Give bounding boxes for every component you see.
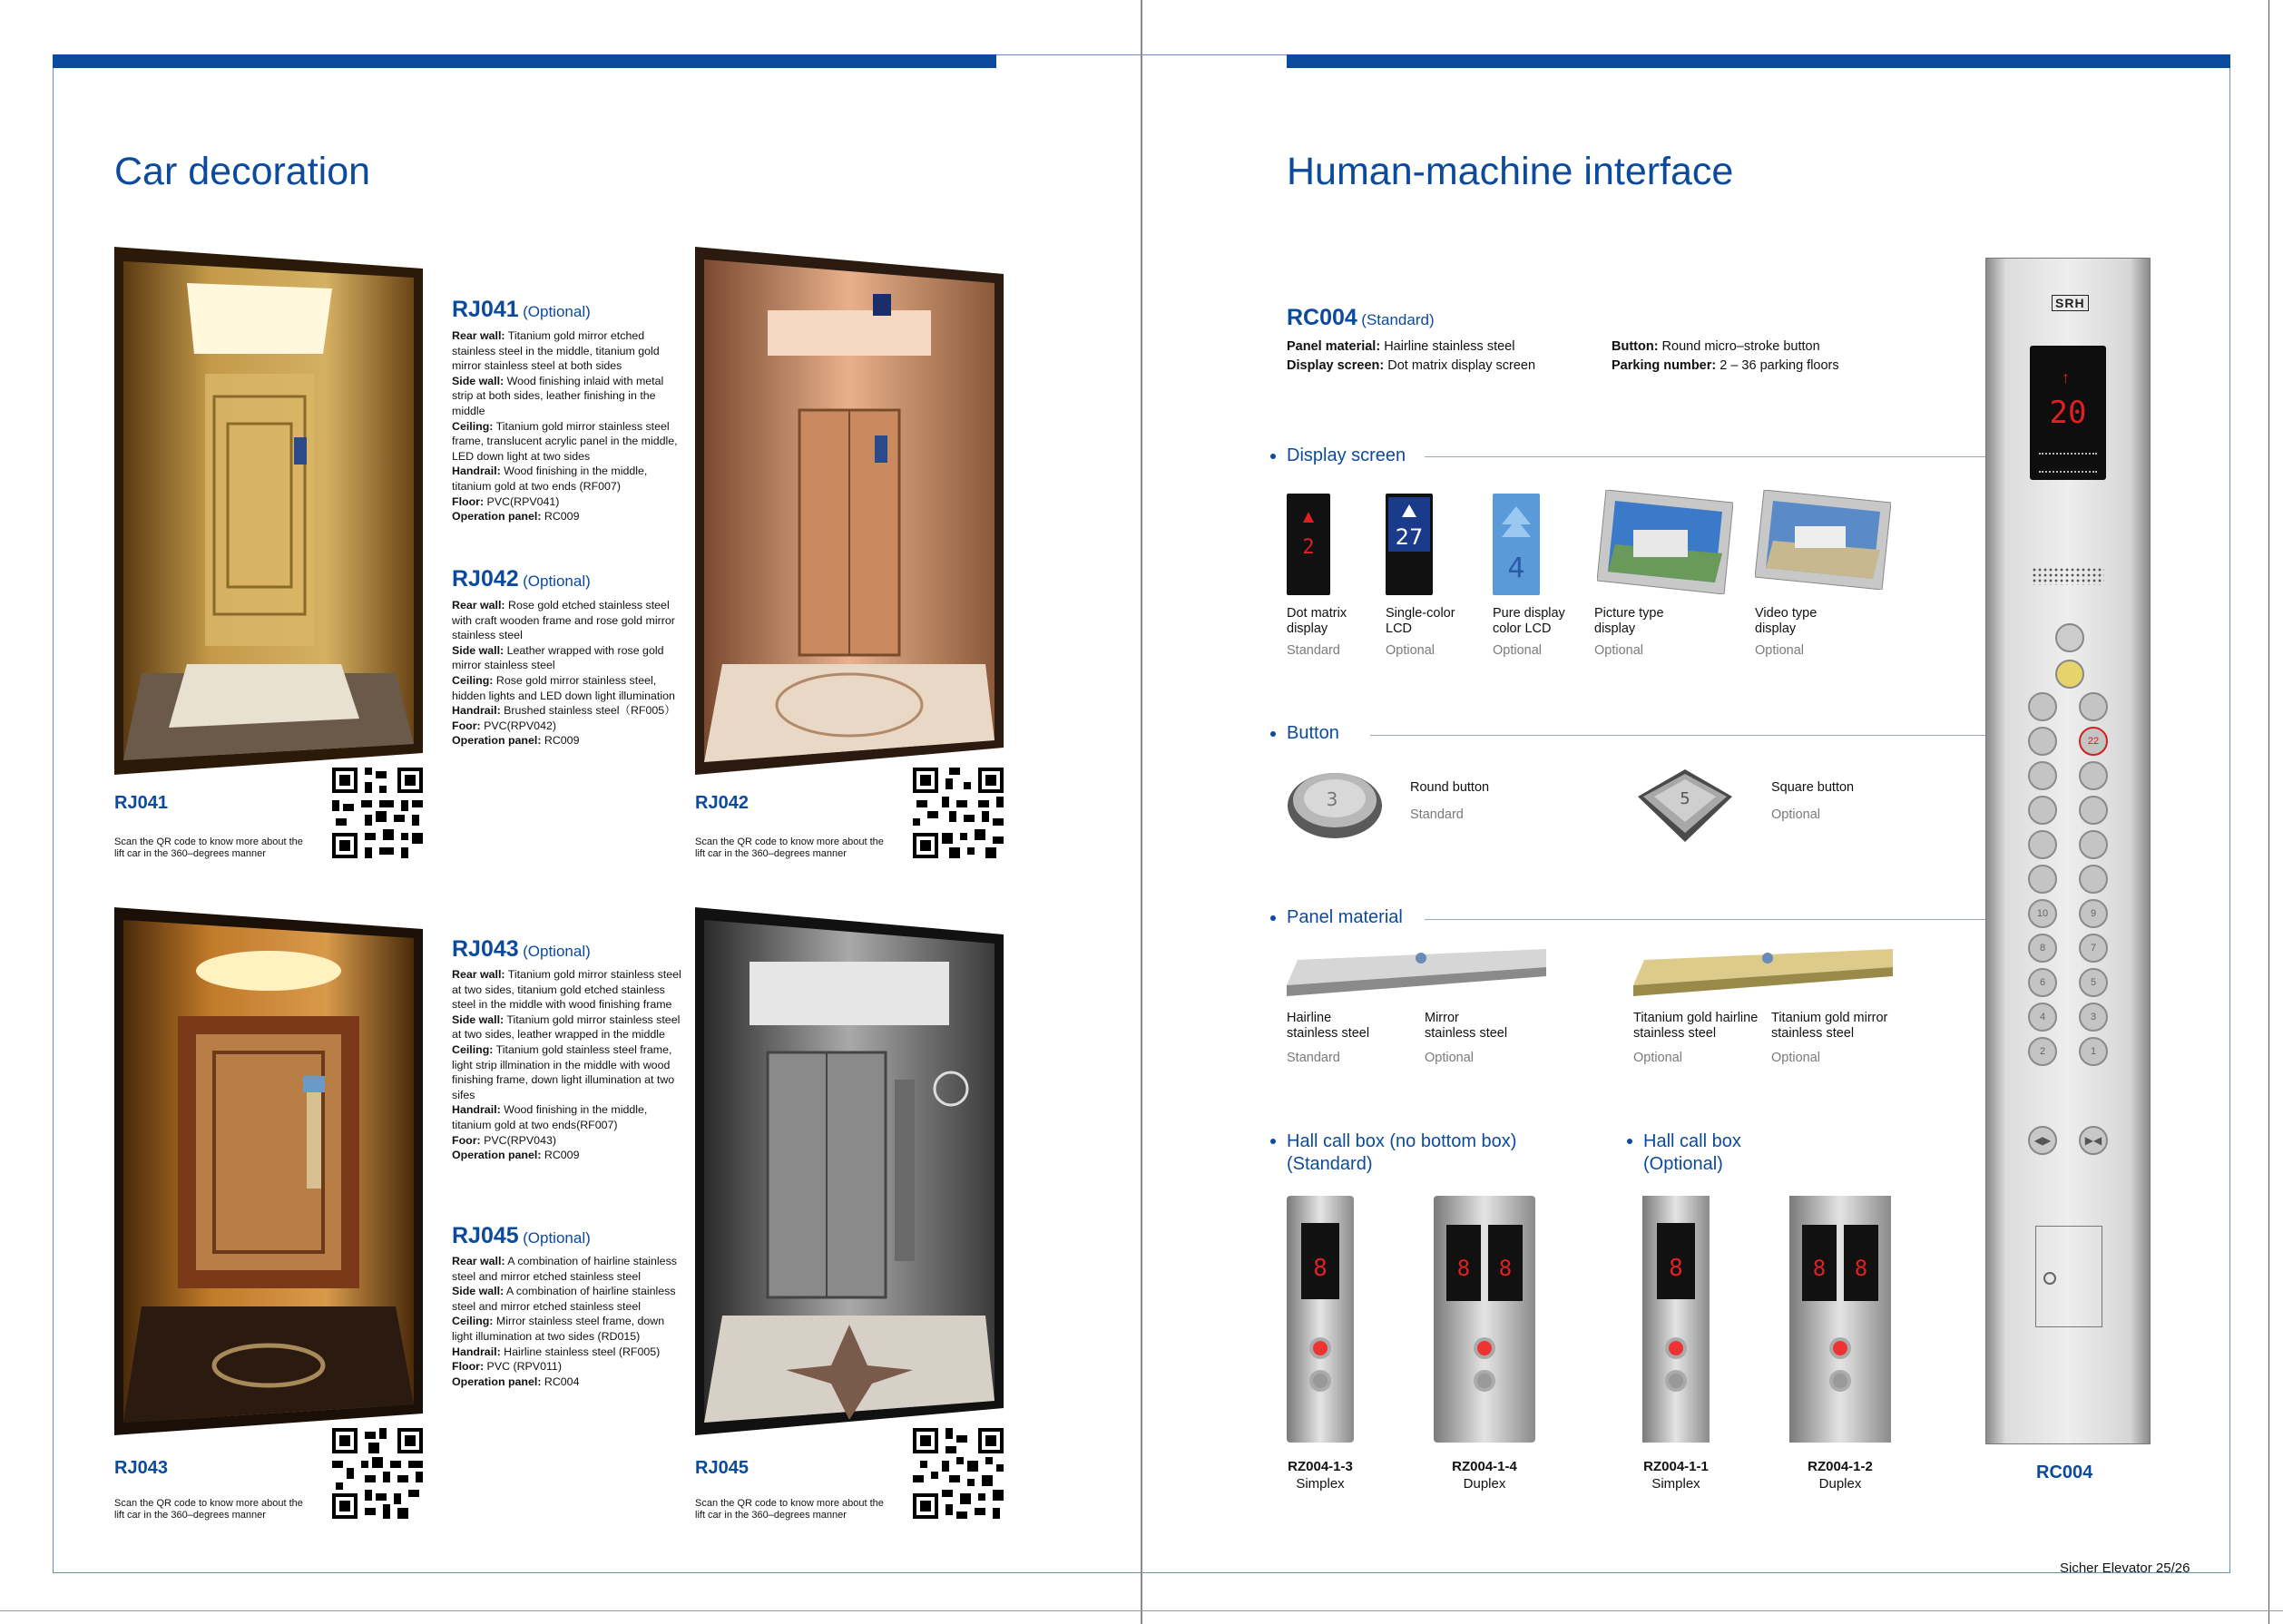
section-display-screen: Display screen (1287, 445, 1406, 465)
car-code-rj045: RJ045 (695, 1458, 749, 1478)
speaker-grille (2032, 567, 2104, 585)
hall-box-label-1: RZ004-1-3 Simplex (1288, 1459, 1353, 1492)
floor-button[interactable]: 9 (2079, 899, 2108, 928)
display-label-3: Pure display color LCD (1493, 606, 1565, 636)
dot-matrix-display-image (1287, 494, 1330, 595)
display-label-1: Dot matrix display (1287, 606, 1347, 636)
model-desc-rj045: Rear wall: A combination of hairline stainless steel and mirror etched stainless steel Side wall: A combination of hairline stainless steel and mirror etched stainless steel Ceiling: Mirror stainless steel frame, down light illumination at two sides (RD015) Handrail: Hairline stainless steel (RF005) Floor: PVC (RPV011) Operation panel: RC004 (452, 1255, 677, 1388)
model-desc-rj043: Rear wall: Titanium gold mirror stainless steel at two sides, titanium gold etched stainless steel in the middle with wood finishing frame Side wall: Titanium gold mirror stainless steel at two sides, leather wrapped in the middle Ceiling: Titanium gold stainless steel frame, light strip illmination in the middle with wood finishing frame, down light illumination at two sifes Handrail: Wood finishing in the middle, titanium gold at two ends(RF007) Foor: PVC(RPV043) Operation panel: RC009 (452, 968, 681, 1162)
page-title-car-decoration: Car decoration (114, 150, 371, 193)
material-status-2: Optional (1425, 1051, 1475, 1065)
material-status-1: Standard (1287, 1051, 1340, 1065)
display-status-5: Optional (1755, 643, 1805, 658)
floor-button[interactable] (2079, 796, 2108, 825)
hall-box-duplex-opt-image (1789, 1196, 1891, 1443)
round-button-image (1287, 762, 1383, 840)
pure-color-lcd-image (1493, 494, 1540, 595)
display-status-3: Optional (1493, 643, 1543, 658)
floor-button[interactable]: 1 (2079, 1037, 2108, 1066)
svg-text:8: 8 (1669, 1255, 1683, 1282)
spine-line (1141, 0, 1142, 1624)
panel-brand-logo: SRH (2052, 295, 2089, 311)
round-button-label: Round button (1410, 780, 1490, 795)
model-title-rj045: RJ045 (Optional) (452, 1223, 591, 1248)
section-hall-call-standard: Hall call box (no bottom box) (Standard) (1287, 1131, 1517, 1174)
leader-line-button (1370, 735, 2031, 736)
material-label-1: Hairline stainless steel (1287, 1011, 1370, 1041)
svg-text:8: 8 (1498, 1256, 1513, 1281)
right-page-edge (2268, 0, 2269, 1624)
qr-code-rj041[interactable] (332, 768, 423, 858)
floor-button[interactable] (2079, 692, 2108, 721)
model-title-rj042: RJ042 (Optional) (452, 566, 591, 592)
rc004-title: RC004 (Standard) (1287, 305, 1435, 330)
section-hall-call-optional: Hall call box (Optional) (1643, 1131, 1741, 1174)
hall-box-label-3: RZ004-1-1 Simplex (1643, 1459, 1709, 1492)
picture-type-display-image (1597, 490, 1733, 594)
hall-box-simplex-std-image (1287, 1196, 1354, 1443)
section-panel-material: Panel material (1287, 907, 1403, 927)
display-label-5: Video type display (1755, 606, 1818, 636)
titanium-gold-panel-image (1633, 949, 1893, 1000)
floor-button[interactable]: 7 (2079, 934, 2108, 963)
floor-button[interactable]: 10 (2028, 899, 2057, 928)
scan-text-rj042: Scan the QR code to know more about the lift car in the 360–degrees manner (695, 836, 884, 859)
qr-code-rj043[interactable] (332, 1428, 423, 1519)
round-button-status: Standard (1410, 807, 1464, 822)
hall-box-label-4: RZ004-1-2 Duplex (1808, 1459, 1873, 1492)
leader-line-display (1425, 456, 2031, 457)
qr-code-rj045[interactable] (913, 1428, 1004, 1519)
svg-text:5: 5 (1680, 789, 1690, 808)
square-button-status: Optional (1771, 807, 1821, 822)
rc004-panel-code: RC004 (2036, 1463, 2093, 1482)
floor-button[interactable] (2028, 865, 2057, 894)
svg-text:3: 3 (1326, 788, 1338, 810)
up-arrow-icon: ↑ (2062, 368, 2070, 386)
floor-button[interactable] (2079, 761, 2108, 790)
intercom-button[interactable] (2055, 623, 2084, 652)
floor-button[interactable] (2028, 692, 2057, 721)
left-header-bar (53, 54, 996, 68)
floor-button[interactable]: 3 (2079, 1003, 2108, 1032)
car-code-rj043: RJ043 (114, 1458, 168, 1478)
car-photo-rj045 (695, 907, 1004, 1435)
svg-text:8: 8 (1854, 1256, 1868, 1281)
material-label-4: Titanium gold mirror stainless steel (1771, 1011, 1888, 1041)
display-status-1: Standard (1287, 643, 1340, 658)
material-label-3: Titanium gold hairline stainless steel (1633, 1011, 1759, 1041)
svg-text:8: 8 (1313, 1255, 1328, 1282)
floor-button[interactable]: 4 (2028, 1003, 2057, 1032)
floor-button[interactable] (2028, 761, 2057, 790)
panel-display-info-lines (2039, 453, 2097, 473)
rc004-spec-right: Button: Round micro–stroke button Parking number: 2 – 36 parking floors (1612, 339, 1839, 373)
car-photo-rj041 (114, 247, 423, 775)
car-photo-rj043 (114, 907, 423, 1435)
dot-matrix-floor: 2 (1302, 536, 1315, 559)
qr-code-rj042[interactable] (913, 768, 1004, 858)
scan-text-rj041: Scan the QR code to know more about the lift car in the 360–degrees manner (114, 836, 303, 859)
floor-button[interactable] (2028, 727, 2057, 756)
display-label-4: Picture type display (1594, 606, 1664, 636)
display-label-2: Single-color LCD (1386, 606, 1455, 636)
material-status-4: Optional (1771, 1051, 1821, 1065)
hall-box-duplex-std-image (1434, 1196, 1535, 1443)
scan-text-rj043: Scan the QR code to know more about the lift car in the 360–degrees manner (114, 1498, 303, 1521)
display-status-2: Optional (1386, 643, 1435, 658)
model-title-rj043: RJ043 (Optional) (452, 936, 591, 962)
alarm-button[interactable] (2055, 660, 2084, 689)
video-type-display-image (1755, 490, 1891, 590)
square-button-image (1638, 769, 1732, 842)
single-color-lcd-image (1386, 494, 1433, 595)
page-footer: Sicher Elevator 25/26 (2060, 1560, 2190, 1576)
right-header-bar (1287, 54, 2230, 68)
section-button: Button (1287, 723, 1339, 743)
floor-button[interactable] (2028, 830, 2057, 859)
car-code-rj041: RJ041 (114, 793, 168, 813)
panel-floor-number: 20 (2049, 395, 2087, 431)
display-status-4: Optional (1594, 643, 1644, 658)
model-desc-rj042: Rear wall: Rose gold etched stainless steel with craft wooden frame and rose gold mirror stainless steel Side wall: Leather wrapped with rose gold mirror stainless steel Ceiling: Rose gold mirror stainless steel, hidden lights and LED down light illumination Handrail: Brushed stainless steel（RF005） Foor: PVC(RPV042) Operation panel: RC009 (452, 599, 676, 748)
model-title-rj041: RJ041 (Optional) (452, 297, 591, 322)
service-cabinet-door (2035, 1226, 2102, 1327)
hall-box-simplex-opt-image (1642, 1196, 1710, 1443)
scan-text-rj045: Scan the QR code to know more about the lift car in the 360–degrees manner (695, 1498, 884, 1521)
floor-button[interactable]: 8 (2028, 934, 2057, 963)
floor-button[interactable] (2028, 796, 2057, 825)
svg-text:8: 8 (1812, 1256, 1827, 1281)
close-door-button[interactable]: ▶◀ (2079, 1126, 2108, 1155)
hairline-mirror-panel-image (1287, 949, 1546, 1000)
floor-button[interactable]: 22 (2079, 727, 2108, 756)
lcd-floor: 27 (1395, 524, 1424, 550)
floor-button[interactable]: 2 (2028, 1037, 2057, 1066)
floor-button[interactable] (2079, 830, 2108, 859)
rc004-spec-left: Panel material: Hairline stainless steel Display screen: Dot matrix display screen (1287, 339, 1536, 373)
page-title-hmi: Human-machine interface (1287, 150, 1734, 193)
car-photo-rj042 (695, 247, 1004, 775)
color-lcd-floor: 4 (1507, 553, 1525, 584)
rc004-operation-panel (1985, 258, 2151, 1444)
leader-line-panel (1425, 919, 2000, 920)
hall-box-label-2: RZ004-1-4 Duplex (1452, 1459, 1517, 1492)
svg-text:8: 8 (1456, 1256, 1471, 1281)
car-code-rj042: RJ042 (695, 793, 749, 813)
material-status-3: Optional (1633, 1051, 1683, 1065)
key-lock-icon (2043, 1272, 2056, 1285)
floor-button[interactable]: 5 (2079, 968, 2108, 997)
panel-display-screen (2030, 346, 2106, 480)
model-desc-rj041: Rear wall: Titanium gold mirror etched stainless steel in the middle, titanium gold mirror stainless steel at both sides Side wall: Wood finishing inlaid with metal strip at both sides, leather finishing in the middle Ceiling: Titanium gold mirror stainless steel frame, translucent acrylic panel in the middle, LED down light at two sides Handrail: Wood finishing in the middle, titanium gold at two ends (RF007) Floor: PVC(RPV041) Operation panel: RC009 (452, 329, 678, 523)
material-label-2: Mirror stainless steel (1425, 1011, 1508, 1041)
bottom-page-edge (0, 1610, 2283, 1611)
floor-button[interactable]: 6 (2028, 968, 2057, 997)
floor-button-grid (2026, 692, 2117, 1055)
open-door-button[interactable]: ◀▶ (2028, 1126, 2057, 1155)
square-button-label: Square button (1771, 780, 1855, 795)
floor-button[interactable] (2079, 865, 2108, 894)
